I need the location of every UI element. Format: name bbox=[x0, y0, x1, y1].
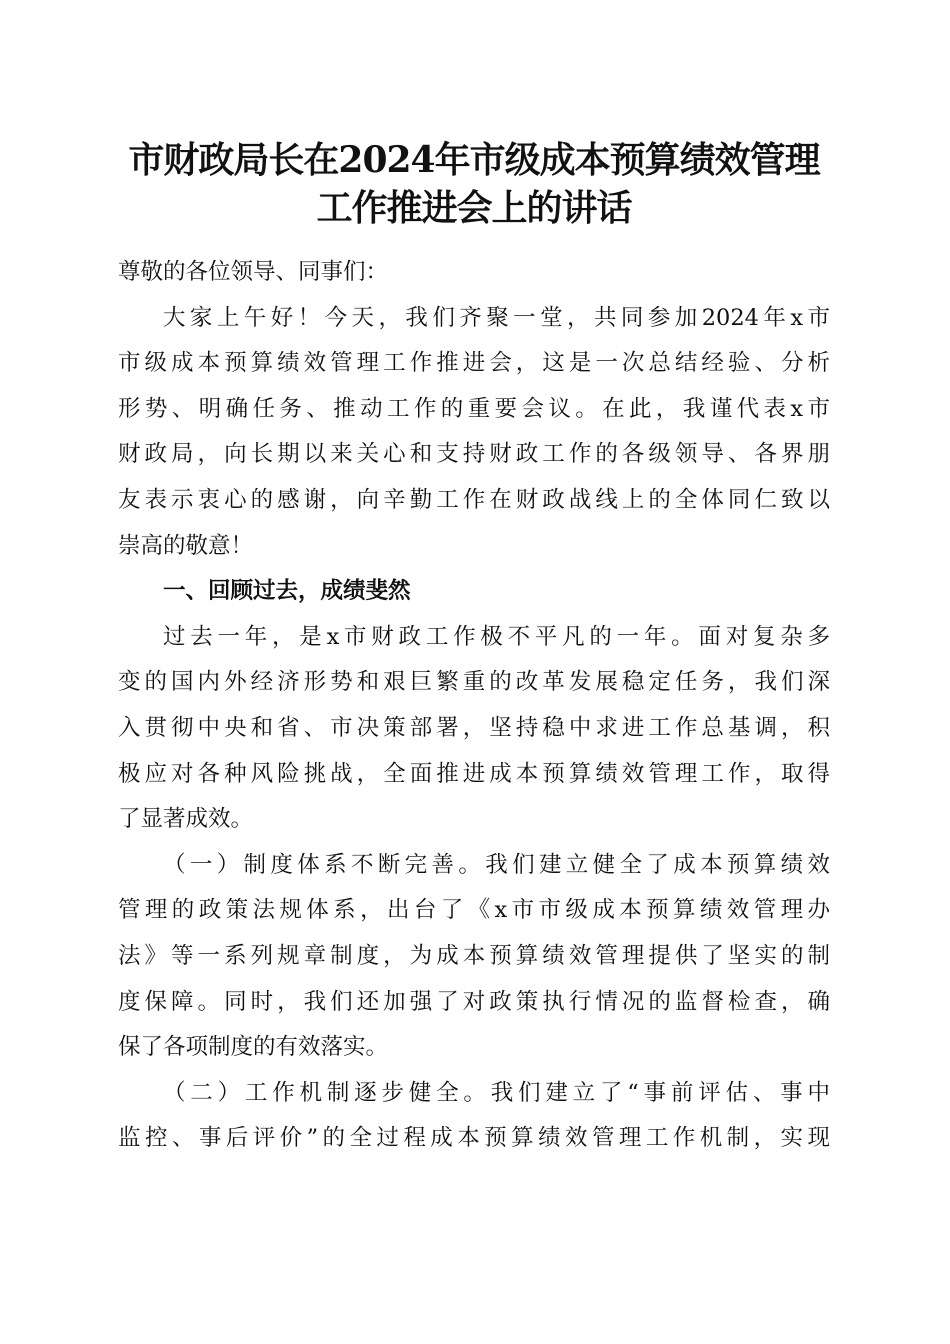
document-body bbox=[118, 250, 830, 1162]
title-line-1: 市财政局长在2024年市级成本预算绩效管理 bbox=[128, 139, 820, 181]
text-line: 过去一年，是x市财政工作极不平凡的一年。面对复杂多 bbox=[163, 623, 830, 650]
paragraph-mechanism bbox=[118, 1071, 830, 1162]
salutation: 尊敬的各位领导、同事们： bbox=[118, 259, 389, 285]
paragraph-greeting bbox=[118, 296, 830, 570]
text-line: （二）工作机制逐步健全。我们建立了“事前评估、事中 bbox=[163, 1079, 830, 1106]
text-line: 大家上午好！今天，我们齐聚一堂，共同参加2024年x市 bbox=[163, 304, 830, 331]
text-line: 管理的政策法规体系，出台了《x市市级成本预算绩效管理办 bbox=[118, 897, 830, 924]
title-line-2: 工作推进会上的讲话 bbox=[316, 187, 632, 229]
text-line: 保了各项制度的有效落实。 bbox=[118, 1034, 389, 1061]
text-line: 变的国内外经济形势和艰巨繁重的改革发展稳定任务，我们深 bbox=[118, 669, 830, 696]
text-line: （一）制度体系不断完善。我们建立健全了成本预算绩效 bbox=[163, 851, 830, 878]
text-line: 入贯彻中央和省、市决策部署，坚持稳中求进工作总基调，积 bbox=[118, 714, 830, 741]
paragraph-institution bbox=[118, 843, 830, 1071]
text-line: 度保障。同时，我们还加强了对政策执行情况的监督检查，确 bbox=[118, 988, 830, 1015]
text-line: 极应对各种风险挑战，全面推进成本预算绩效管理工作，取得 bbox=[118, 760, 830, 787]
text-line: 了显著成效。 bbox=[118, 806, 254, 833]
text-line: 友表示衷心的感谢，向辛勤工作在财政战线上的全体同仁致以 bbox=[118, 486, 830, 513]
section-heading-1: 一、回顾过去，成绩斐然 bbox=[163, 578, 411, 605]
text-line: 崇高的敬意！ bbox=[118, 532, 254, 559]
text-line: 形势、明确任务、推动工作的重要会议。在此，我谨代表x市 bbox=[118, 395, 830, 422]
document-title bbox=[108, 136, 840, 232]
text-line: 市级成本预算绩效管理工作推进会，这是一次总结经验、分析 bbox=[118, 350, 830, 377]
paragraph-review bbox=[118, 615, 830, 843]
text-line: 法》等一系列规章制度，为成本预算绩效管理提供了坚实的制 bbox=[118, 942, 830, 969]
text-line: 财政局，向长期以来关心和支持财政工作的各级领导、各界朋 bbox=[118, 441, 830, 468]
text-line: 监控、事后评价”的全过程成本预算绩效管理工作机制，实现 bbox=[118, 1125, 830, 1152]
